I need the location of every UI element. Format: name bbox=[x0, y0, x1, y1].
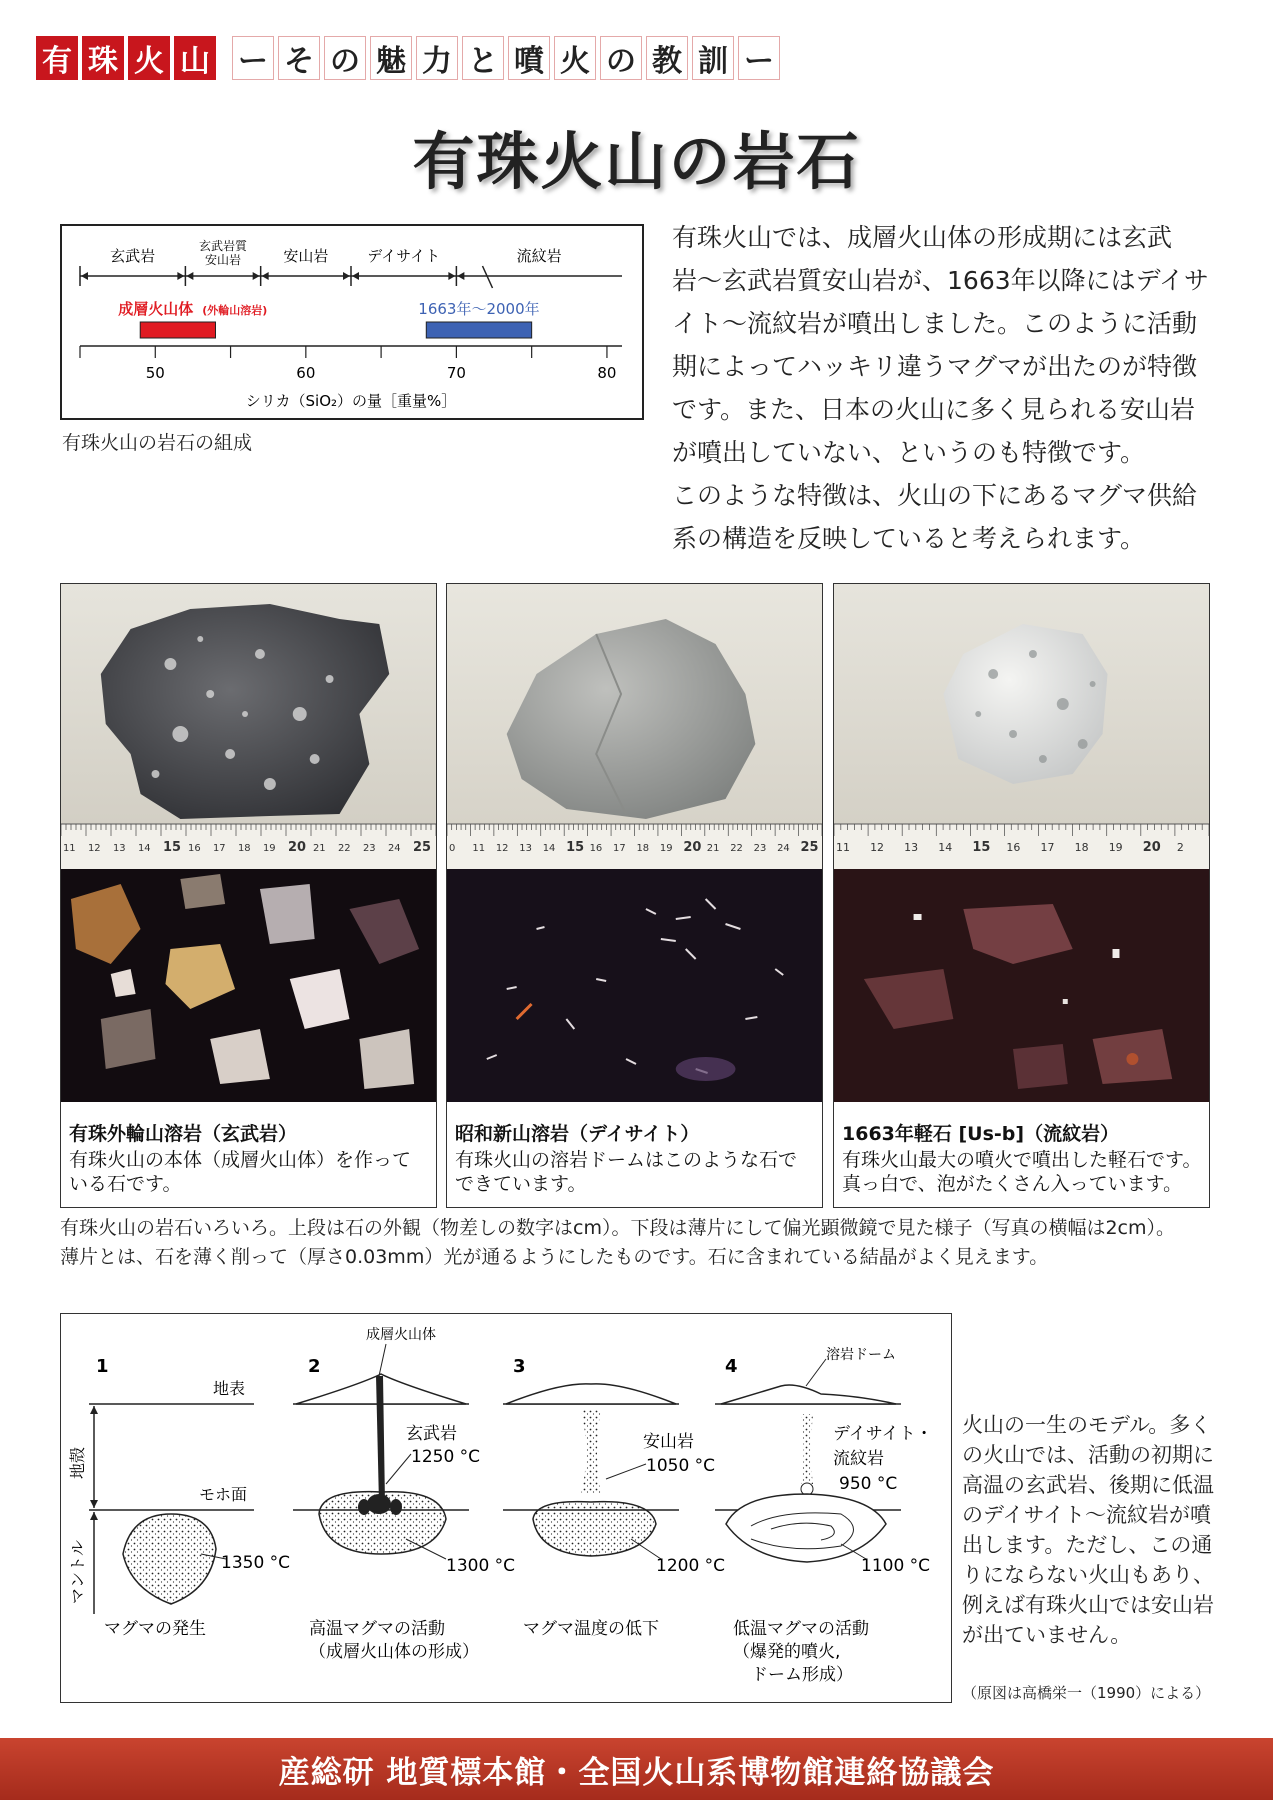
step-number: 2 bbox=[308, 1356, 321, 1377]
ruler-label: 18 bbox=[636, 842, 650, 855]
lava-dome-label: 溶岩ドーム bbox=[826, 1347, 896, 1363]
ruler-label: 11 bbox=[62, 842, 76, 855]
temp-label: 1100 °C bbox=[861, 1556, 931, 1576]
arrow-head bbox=[262, 272, 269, 280]
rock-type-label: 安山岩 bbox=[205, 253, 242, 267]
model-description: 火山の一生のモデル。多くの火山では、活動の初期に高温の玄武岩、後期に低温のデイサイト〜流紋岩が噴出します。ただし、この通りにならない火山もあり、例えば有珠火山では安山岩が出ていません。 bbox=[962, 1413, 1214, 1647]
ruler-label: 12 bbox=[870, 840, 885, 855]
photo-caption-title: 1663年軽石 [Us-b]（流紋岩） bbox=[842, 1123, 1120, 1145]
silica-range-bar bbox=[426, 322, 531, 338]
basalt-label: 玄武岩 bbox=[406, 1424, 457, 1444]
ruler-label: 2 bbox=[1176, 840, 1184, 855]
ruler-label: 17 bbox=[613, 842, 626, 855]
dacite-temp-label: 950 °C bbox=[839, 1474, 898, 1494]
ruler-label: 18 bbox=[237, 842, 251, 855]
rock-type-label: 安山岩 bbox=[283, 247, 329, 265]
basalt-thin-section bbox=[61, 869, 436, 1102]
arrow-head bbox=[448, 272, 455, 280]
series-char: の bbox=[600, 36, 642, 80]
ruler-label: 17 bbox=[1040, 840, 1055, 855]
chart-caption: 有珠火山の岩石の組成 bbox=[62, 432, 253, 454]
arrow-head bbox=[352, 272, 359, 280]
ruler-label: 14 bbox=[542, 842, 556, 855]
rock-type-label: 流紋岩 bbox=[516, 247, 562, 265]
moho-label: モホ面 bbox=[199, 1485, 248, 1504]
x-tick-label: 50 bbox=[145, 364, 165, 382]
ruler-label: 23 bbox=[362, 842, 376, 855]
andesite-temp-label: 1050 °C bbox=[646, 1456, 716, 1476]
basalt-temp-label: 1250 °C bbox=[411, 1447, 481, 1467]
ruler-label: 19 bbox=[659, 842, 673, 855]
series-char: ー bbox=[738, 36, 780, 80]
series-char: と bbox=[462, 36, 504, 80]
series-char: 力 bbox=[416, 36, 458, 80]
ruler-label: 12 bbox=[87, 842, 101, 855]
ruler-label: 20 bbox=[683, 839, 702, 856]
step-caption: マグマ温度の低下 bbox=[523, 1619, 659, 1639]
temp-label: 1200 °C bbox=[656, 1556, 726, 1576]
series-char: 珠 bbox=[82, 36, 124, 80]
ruler-label: 16 bbox=[589, 842, 603, 855]
stratovolcano-label: 成層火山体 bbox=[366, 1327, 436, 1343]
series-sublabel: (外輪山溶岩) bbox=[202, 304, 268, 317]
dacite-thin-section bbox=[447, 869, 822, 1102]
x-tick-label: 80 bbox=[597, 364, 617, 382]
rhyolite-label: 流紋岩 bbox=[833, 1449, 884, 1469]
series-char: 魅 bbox=[370, 36, 412, 80]
ruler-label: 20 bbox=[287, 839, 306, 856]
ruler-label: 24 bbox=[387, 842, 401, 855]
surface-label: 地表 bbox=[213, 1379, 246, 1398]
intro-paragraph: このような特徴は、火山の下にあるマグマ供給系の構造を反映していると考えられます。 bbox=[672, 481, 1198, 553]
series-char: 山 bbox=[174, 36, 216, 80]
temp-label: 1300 °C bbox=[446, 1556, 516, 1576]
ruler-label: 14 bbox=[938, 840, 953, 855]
volcano-model-svg bbox=[61, 1314, 951, 1702]
arrow-head bbox=[186, 272, 193, 280]
ruler-label: 0 bbox=[448, 842, 456, 855]
step-caption: 高温マグマの活動 bbox=[309, 1619, 445, 1639]
photo-card-basalt bbox=[60, 583, 437, 1208]
arrow-head bbox=[457, 272, 464, 280]
arrow-head bbox=[177, 272, 184, 280]
ruler-label: 17 bbox=[212, 842, 226, 855]
series-char: 火 bbox=[128, 36, 170, 80]
andesite-label: 安山岩 bbox=[643, 1432, 694, 1452]
x-axis-label: シリカ（SiO₂）の量［重量%］ bbox=[245, 392, 457, 410]
ruler-label: 16 bbox=[187, 842, 201, 855]
ruler-label: 11 bbox=[835, 840, 850, 855]
ruler-label: 15 bbox=[162, 839, 181, 856]
step-number: 3 bbox=[513, 1356, 526, 1377]
rock-type-label: デイサイト bbox=[367, 247, 441, 265]
x-tick-label: 70 bbox=[446, 364, 466, 382]
arrow-head bbox=[253, 272, 260, 280]
series-char: 噴 bbox=[508, 36, 550, 80]
temp-label: 1350 °C bbox=[221, 1553, 291, 1573]
pumice-rock-photo bbox=[834, 584, 1209, 869]
silica-range-bar bbox=[140, 322, 215, 338]
series-char: 教 bbox=[646, 36, 688, 80]
photo-caption-title: 有珠外輪山溶岩（玄武岩） bbox=[69, 1123, 298, 1145]
dacite-rock-photo bbox=[447, 584, 822, 869]
ruler-label: 20 bbox=[1142, 839, 1161, 856]
mantle-label: マントル bbox=[68, 1539, 87, 1604]
series-char: そ bbox=[278, 36, 320, 80]
step-caption: 低温マグマの活動 bbox=[733, 1619, 869, 1639]
ruler-label: 24 bbox=[777, 842, 790, 855]
crust-label: 地殻 bbox=[68, 1446, 87, 1479]
ruler-label: 11 bbox=[472, 842, 486, 855]
photo-caption bbox=[69, 1122, 429, 1196]
basalt-rock-photo bbox=[61, 584, 436, 869]
dacite-label: デイサイト・ bbox=[833, 1424, 933, 1444]
step-subcaption: （爆発的噴火, bbox=[733, 1642, 841, 1662]
ruler-label: 15 bbox=[972, 839, 991, 856]
arrow-head bbox=[81, 272, 88, 280]
series-char: 火 bbox=[554, 36, 596, 80]
photo-caption-text: 有珠火山最大の噴火で噴出した軽石です。真っ白で、泡がたくさん入っています。 bbox=[842, 1149, 1202, 1195]
boundary-slash bbox=[483, 266, 493, 288]
step-subcaption: ドーム形成） bbox=[751, 1665, 853, 1685]
ruler-label: 25 bbox=[800, 839, 819, 856]
ruler-label: 13 bbox=[112, 842, 126, 855]
photo-caption-text: 有珠火山の本体（成層火山体）を作っている石です。 bbox=[69, 1149, 412, 1195]
photo-caption bbox=[842, 1122, 1202, 1196]
page-title: 有珠火山の岩石 bbox=[412, 125, 861, 198]
step-number: 4 bbox=[725, 1356, 738, 1377]
rock-type-label: 玄武岩 bbox=[110, 247, 156, 265]
step-subcaption: （成層火山体の形成） bbox=[309, 1642, 479, 1662]
ruler-label: 15 bbox=[566, 839, 585, 856]
ruler-label: 21 bbox=[312, 842, 326, 855]
intro-paragraph: 有珠火山では、成層火山体の形成期には玄武岩〜玄武岩質安山岩が、1663年以降にはデイサイト〜流紋岩が噴出しました。このように活動期によってハッキリ違うマグマが出たのが特徴です。また、日本の火山に多く見られる安山岩が噴出していない、というのも特徴です。 bbox=[672, 223, 1209, 467]
ruler-label: 14 bbox=[137, 842, 151, 855]
series-char: 有 bbox=[36, 36, 78, 80]
ruler-label: 25 bbox=[412, 839, 431, 856]
rhyolite-thin-section bbox=[834, 869, 1209, 1102]
ruler-label: 16 bbox=[1006, 840, 1021, 855]
rock-type-label: 玄武岩質 bbox=[199, 239, 248, 253]
composition-chart-svg bbox=[62, 226, 642, 418]
step-number: 1 bbox=[96, 1356, 109, 1377]
arrow-head bbox=[343, 272, 350, 280]
volcano-model-diagram bbox=[60, 1313, 952, 1703]
series-char: ー bbox=[232, 36, 274, 80]
ruler-label: 12 bbox=[495, 842, 509, 855]
x-tick-label: 60 bbox=[296, 364, 316, 382]
ruler-label: 23 bbox=[753, 842, 767, 855]
ruler-label: 22 bbox=[337, 842, 351, 855]
figure-source: （原図は高橋栄一（1990）による） bbox=[962, 1684, 1211, 1702]
ruler-label: 21 bbox=[706, 842, 720, 855]
series-char: 訓 bbox=[692, 36, 734, 80]
photo-caption-text: 有珠火山の溶岩ドームはこのような石でできています。 bbox=[455, 1149, 798, 1195]
photo-caption bbox=[455, 1122, 815, 1196]
ruler-label: 19 bbox=[1108, 840, 1123, 855]
photo-card-dacite bbox=[446, 583, 823, 1208]
photo-card-rhyolite bbox=[833, 583, 1210, 1208]
photo-description-line: 薄片とは、石を薄く削って（厚さ0.03mm）光が通るようにしたものです。石に含まれている結晶がよく見えます。 bbox=[60, 1246, 1049, 1268]
ruler-label: 18 bbox=[1074, 840, 1089, 855]
ruler-label: 13 bbox=[519, 842, 532, 855]
photo-caption-title: 昭和新山溶岩（デイサイト） bbox=[455, 1123, 700, 1145]
step-caption: マグマの発生 bbox=[104, 1619, 206, 1639]
series-label: 成層火山体 bbox=[118, 300, 194, 318]
ruler-label: 22 bbox=[730, 842, 743, 855]
composition-chart bbox=[60, 224, 644, 420]
photo-description bbox=[60, 1214, 1220, 1272]
intro-text bbox=[672, 216, 1217, 560]
ruler-label: 19 bbox=[262, 842, 276, 855]
footer-banner: 産総研 地質標本館・全国火山系博物館連絡協議会 bbox=[0, 1738, 1273, 1800]
series-label: 1663年〜2000年 bbox=[418, 300, 540, 318]
series-char: の bbox=[324, 36, 366, 80]
ruler-label: 13 bbox=[904, 840, 919, 855]
photo-description-line: 有珠火山の岩石いろいろ。上段は石の外観（物差しの数字はcm）。下段は薄片にして偏光顕微鏡で見た様子（写真の横幅は2cm）。 bbox=[60, 1217, 1176, 1239]
